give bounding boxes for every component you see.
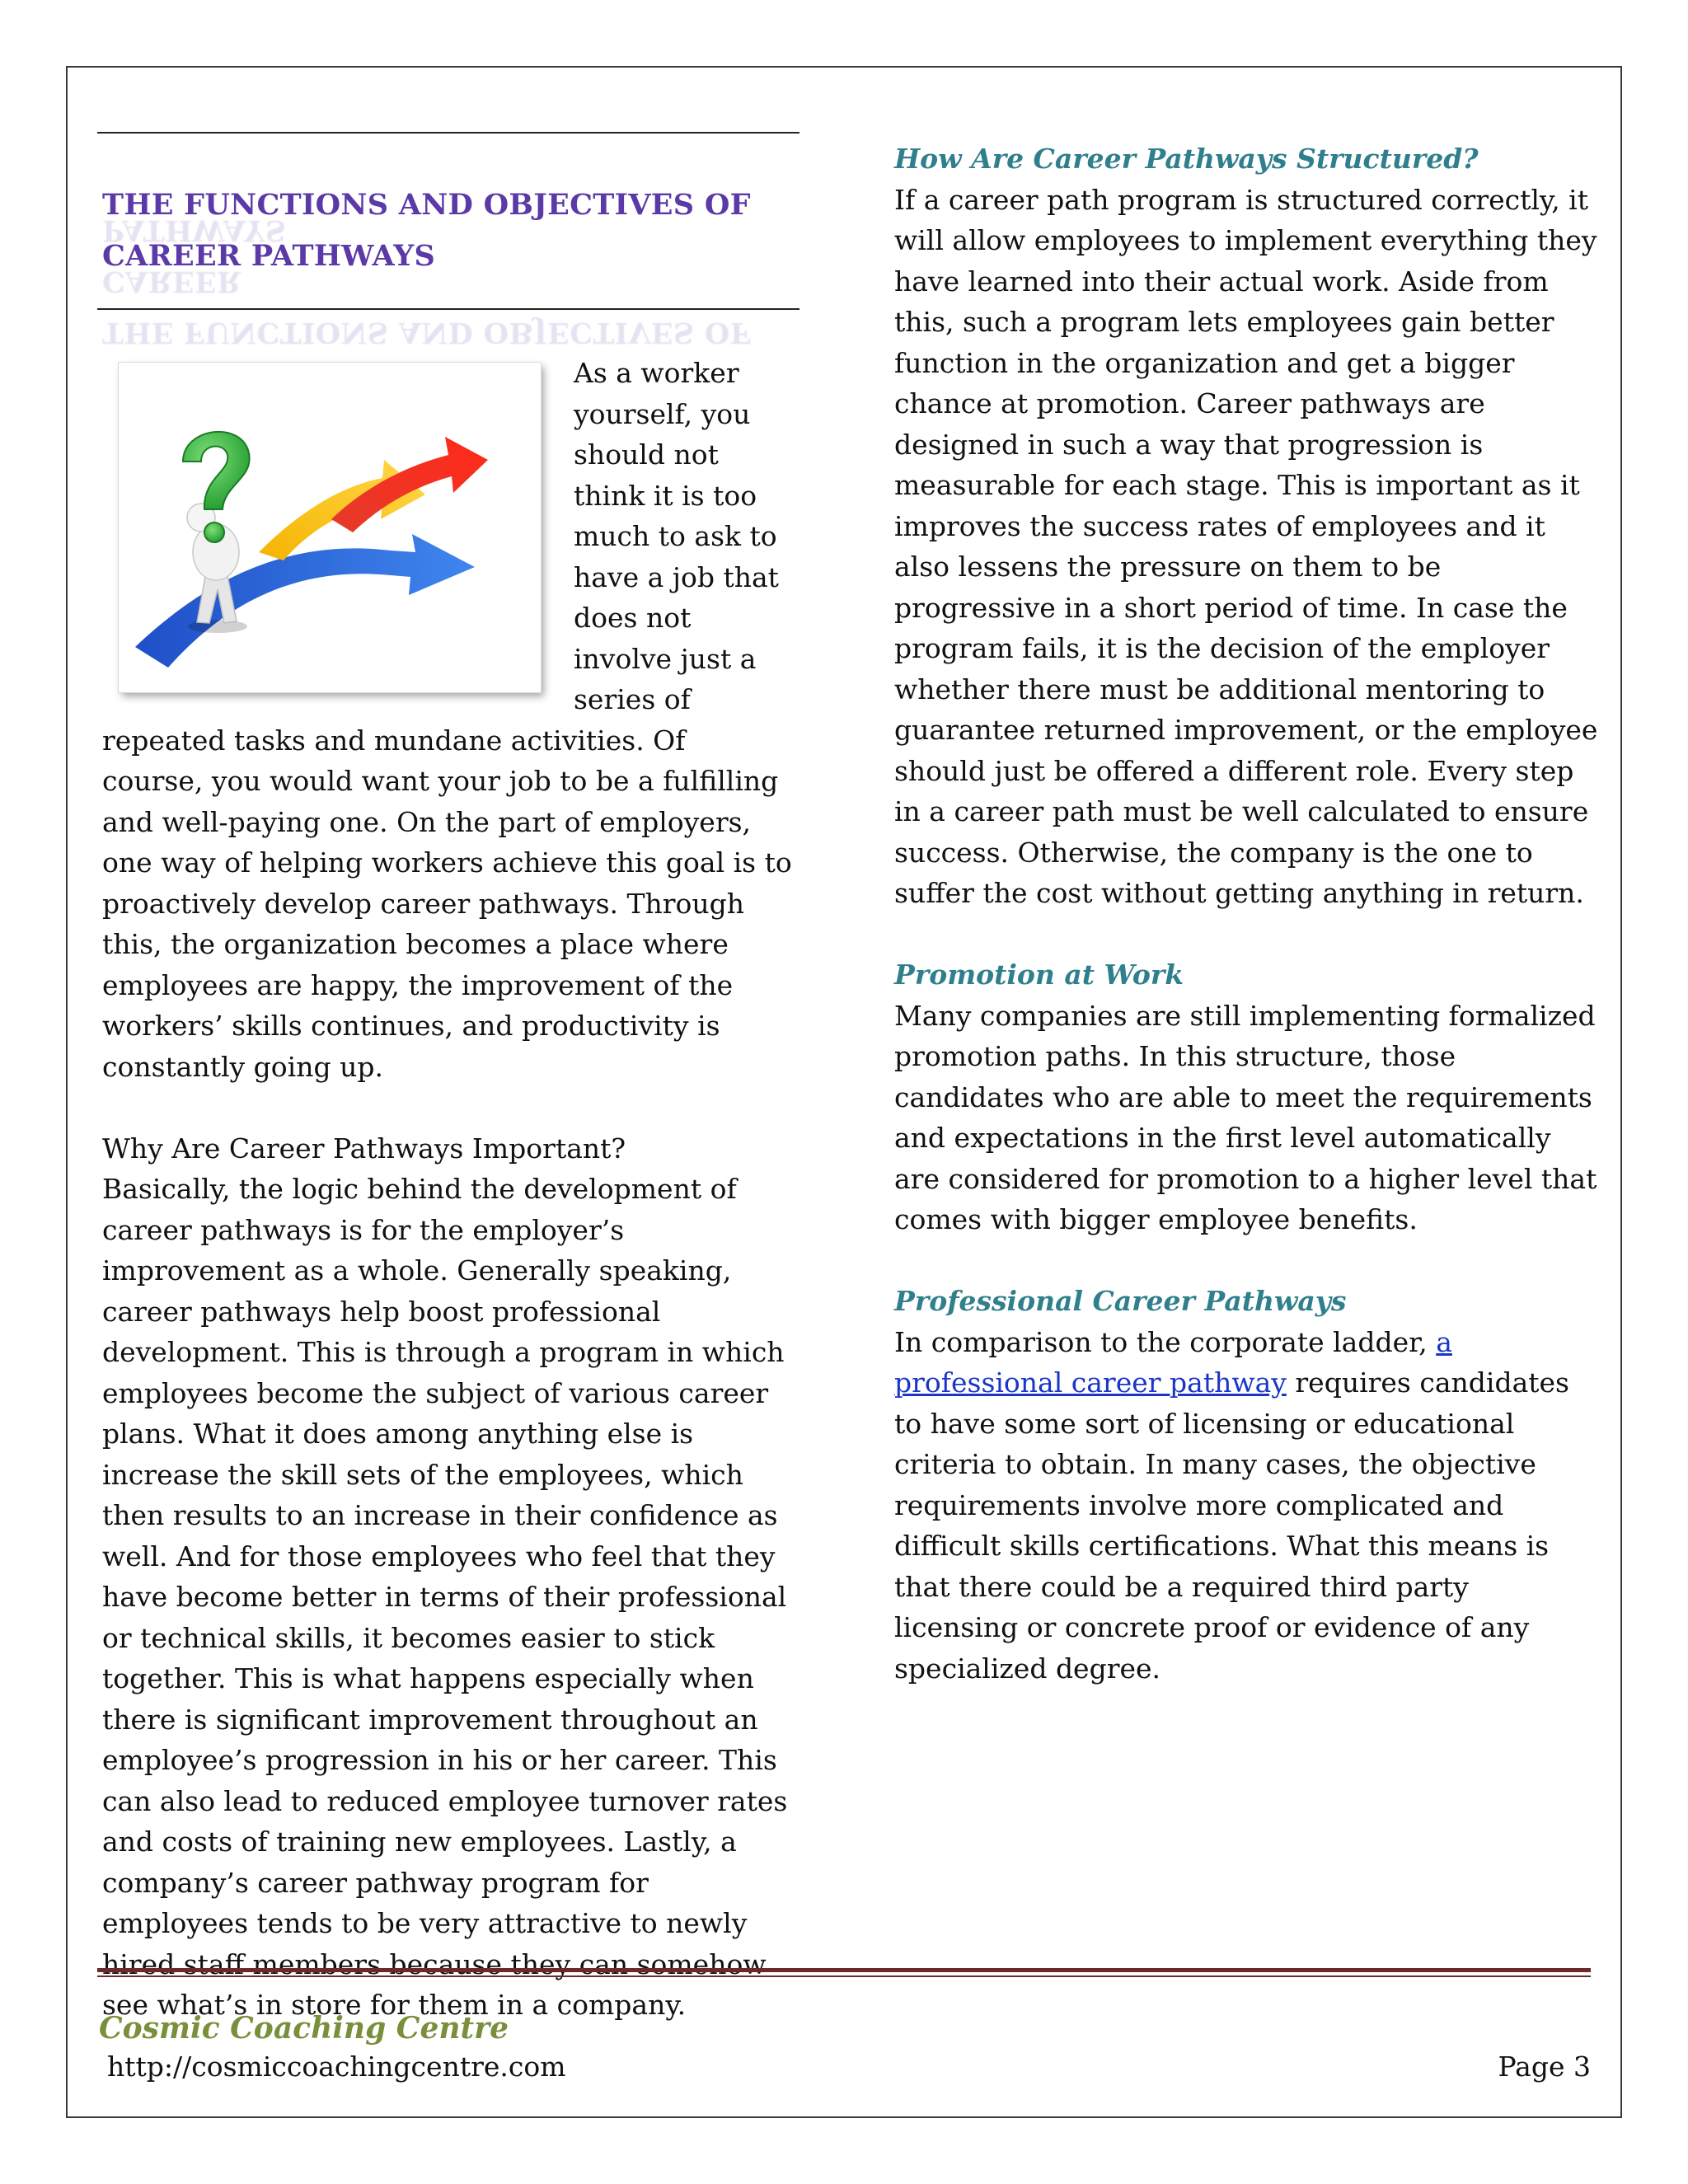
- page-title-text: THE FUNCTIONS AND OBJECTIVES OF CAREER PATHWAYS: [102, 188, 751, 273]
- footer-url: http://cosmiccoachingcentre.com: [107, 2050, 566, 2083]
- right-column: [894, 138, 1599, 1689]
- footer-divider-thick: [97, 1968, 1591, 1972]
- page-title: [102, 180, 795, 349]
- promotion-heading: Promotion at Work: [894, 958, 1184, 991]
- footer-brand: Cosmic Coaching Centre: [99, 2011, 509, 2046]
- structured-heading: How Are Career Pathways Structured?: [894, 143, 1479, 175]
- page-title-reflection: THE FUNCTIONS AND OBJECTIVES OF CAREER PATHWAYS: [102, 213, 751, 349]
- professional-paragraph: [894, 1322, 1599, 1690]
- why-paragraph: Basically, the logic behind the development of career pathways is for the employer’s improvement as a whole. Generally speaking, career pathways help boost professional development. This is through a program in which employees become the subject of various career plans. What it does among anything else is increase the skill sets of the employees, which then results to an increase in their confidence as well. And for those employees who feel that they have become better in terms of their professional or technical skills, it becomes easier to stick together. This is what happens especially when there is significant improvement throughout an employee’s progression in his or her career. This can also lead to reduced employee turnover rates and costs of training new employees. Lastly, a company’s career pathway program for employees tends to be very attractive to newly hired staff members because they can somehow see what’s in store for them in a company.: [102, 1173, 788, 2021]
- structured-paragraph: If a career path program is structured correctly, it will allow employees to implement everything they have learned into their actual work. Aside from this, such a program lets employees gain better function in the organization and get a bigger chance at promotion. Career pathways are designed in such a way that progression is measurable for each stage. This is important as it improves the success rates of employees and it also lessens the pressure on them to be progressive in a short period of time. In case the program fails, it is the decision of the employer whether there must be additional mentoring to guarantee returned improvement, or the employee should just be offered a different role. Every step in a career path must be well calculated to ensure success. Otherwise, the company is the one to suffer the cost without getting anything in return.: [894, 183, 1598, 909]
- why-heading: Why Are Career Pathways Important?: [102, 1132, 626, 1165]
- top-divider: [97, 132, 799, 134]
- left-column: [97, 132, 799, 2026]
- professional-text-before: In comparison to the corporate ladder,: [894, 1325, 1437, 1358]
- promotion-paragraph: Many companies are still implementing formalized promotion paths. In this structure, those candidates who are able to meet the requirements and expectations in the first level automatically are considered for promotion to a higher level that comes with bigger employee benefits.: [894, 999, 1597, 1235]
- page-number: Page 3: [1498, 2050, 1591, 2083]
- professional-heading: Professional Career Pathways: [894, 1285, 1347, 1317]
- question-mark-figure-icon: [119, 363, 541, 692]
- career-arrows-illustration: [119, 363, 541, 692]
- intro-paragraph: As a worker yourself, you should not think it is too much to ask to have a job that does not involve just a series of repeated tasks and mundane activities. Of course, you would want your job to be a fulfilling and well-paying one. On the part of employers, one way of helping workers achieve this goal is to proactively develop career pathways. Through this, the organization becomes a place where employees are happy, the improvement of the workers’ skills continues, and productivity is constantly going up.: [102, 357, 792, 1083]
- intro-section: [97, 353, 799, 1087]
- professional-career-pathway-link[interactable]: a professional career pathway: [894, 1325, 1452, 1399]
- footer-divider-thin: [97, 1975, 1591, 1977]
- professional-text-after: requires candidates to have some sort of licensing or educational criteria to obtain. In many cases, the objective requirements involve more complicated and difficult skills certifications. What this means is that there could be a required third party licensing or concrete proof or evidence of any specialized degree.: [894, 1366, 1569, 1685]
